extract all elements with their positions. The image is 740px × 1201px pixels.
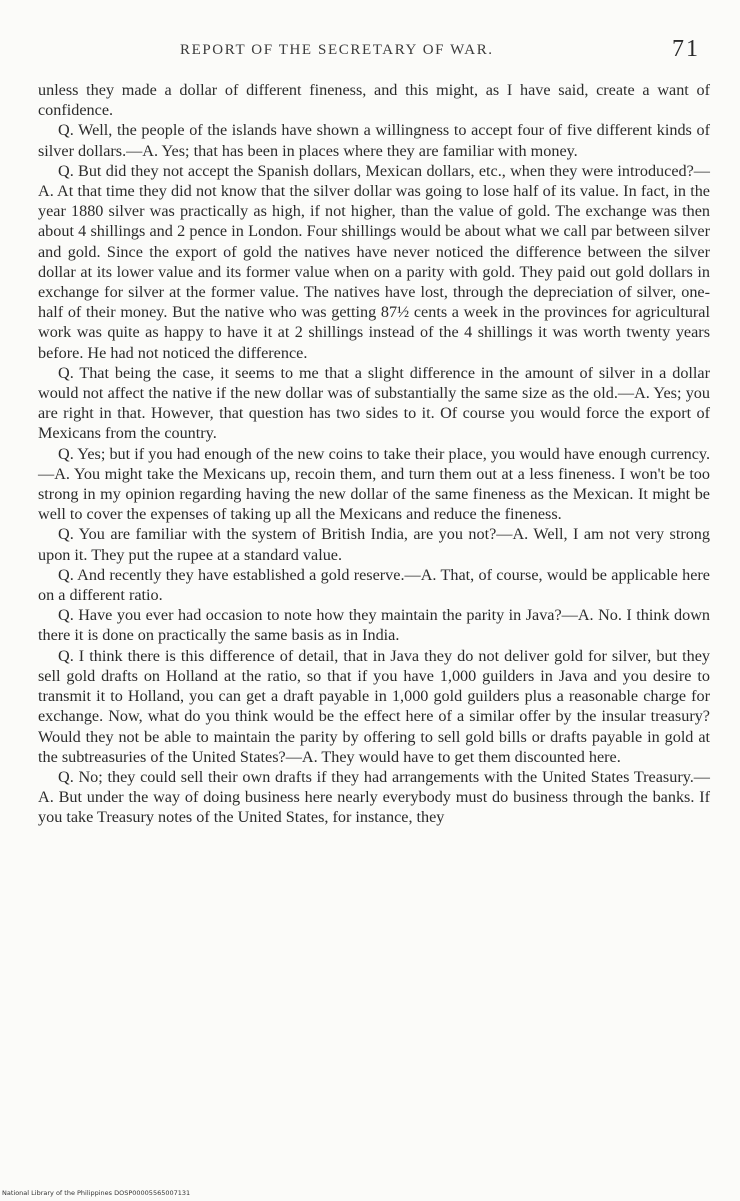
paragraph: Q. You are familiar with the system of British India, are you not?—A. Well, I am not very strong upon it. They put the rupee at a standard value.	[38, 525, 710, 564]
paragraph: Q. No; they could sell their own drafts if they had arrangements with the United States Treasury.—A. But under the way of doing business here nearly everybody must do business through the banks. If you take Treasury notes of the United States, for instance, they	[38, 767, 710, 827]
paragraph: Q. That being the case, it seems to me that a slight difference in the amount of silver in a dollar would not affect the native if the new dollar was of substantially the same size as the old.—A. Yes; you are right in that. However, that question has two sides to it. Of course you would force the export of Mexicans from the country.	[38, 363, 710, 443]
paragraph: Q. Yes; but if you had enough of the new coins to take their place, you would have enough currency.—A. You might take the Mexicans up, recoin them, and turn them out at a less fineness. I won't be too strong in my opinion regarding having the new dollar of the same fineness as the Mexican. It might be well to cover the expenses of taking up all the Mexicans and reduce the fineness.	[38, 444, 710, 524]
page-number: 71	[672, 36, 700, 62]
running-head: REPORT OF THE SECRETARY OF WAR.	[180, 42, 494, 58]
paragraph: Q. Have you ever had occasion to note how they maintain the parity in Java?—A. No. I think down there it is done on practically the same basis as in India.	[38, 606, 710, 645]
page-header	[150, 38, 710, 68]
paragraph-continued: unless they made a dollar of different fineness, and this might, as I have said, create a want of confidence.	[38, 81, 710, 120]
library-watermark: National Library of the Philippines DOSP00005565007131	[2, 1189, 191, 1197]
body-text	[38, 80, 710, 828]
paragraph: Q. I think there is this difference of detail, that in Java they do not deliver gold for silver, but they sell gold drafts on Holland at the ratio, so that if you have 1,000 guilders in Java and you desire to transmit it to Holland, you can get a draft payable in 1,000 gold guilders plus a reasonable charge for exchange. Now, what do you think would be the effect here of a similar offer by the insular treasury? Would they not be able to maintain the parity by offering to sell gold bills or drafts payable in gold at the subtreasuries of the United States?—A. They would have to get them discounted here.	[38, 646, 710, 766]
paragraph: Q. Well, the people of the islands have shown a willingness to accept four of five different kinds of silver dollars.—A. Yes; that has been in places where they are familiar with money.	[38, 121, 710, 160]
paragraph: Q. But did they not accept the Spanish dollars, Mexican dollars, etc., when they were introduced?—A. At that time they did not know that the silver dollar was going to lose half of its value. In fact, in the year 1880 silver was practically as high, if not higher, than the value of gold. The exchange was then about 4 shillings and 2 pence in London. Four shillings would be about what we call par between silver and gold. Since the export of gold the natives have never noticed the difference between the silver dollar at its lower value and its former value when on a parity with gold. They paid out gold dollars in exchange for silver at the former value. The natives have lost, through the depreciation of silver, one-half of their money. But the native who was getting 87½ cents a week in the provinces for agricultural work was quite as happy to have it at 2 shillings instead of the 4 shillings it was worth twenty years before. He had not noticed the difference.	[38, 161, 710, 362]
paragraph: Q. And recently they have established a gold reserve.—A. That, of course, would be applicable here on a different ratio.	[38, 565, 710, 605]
